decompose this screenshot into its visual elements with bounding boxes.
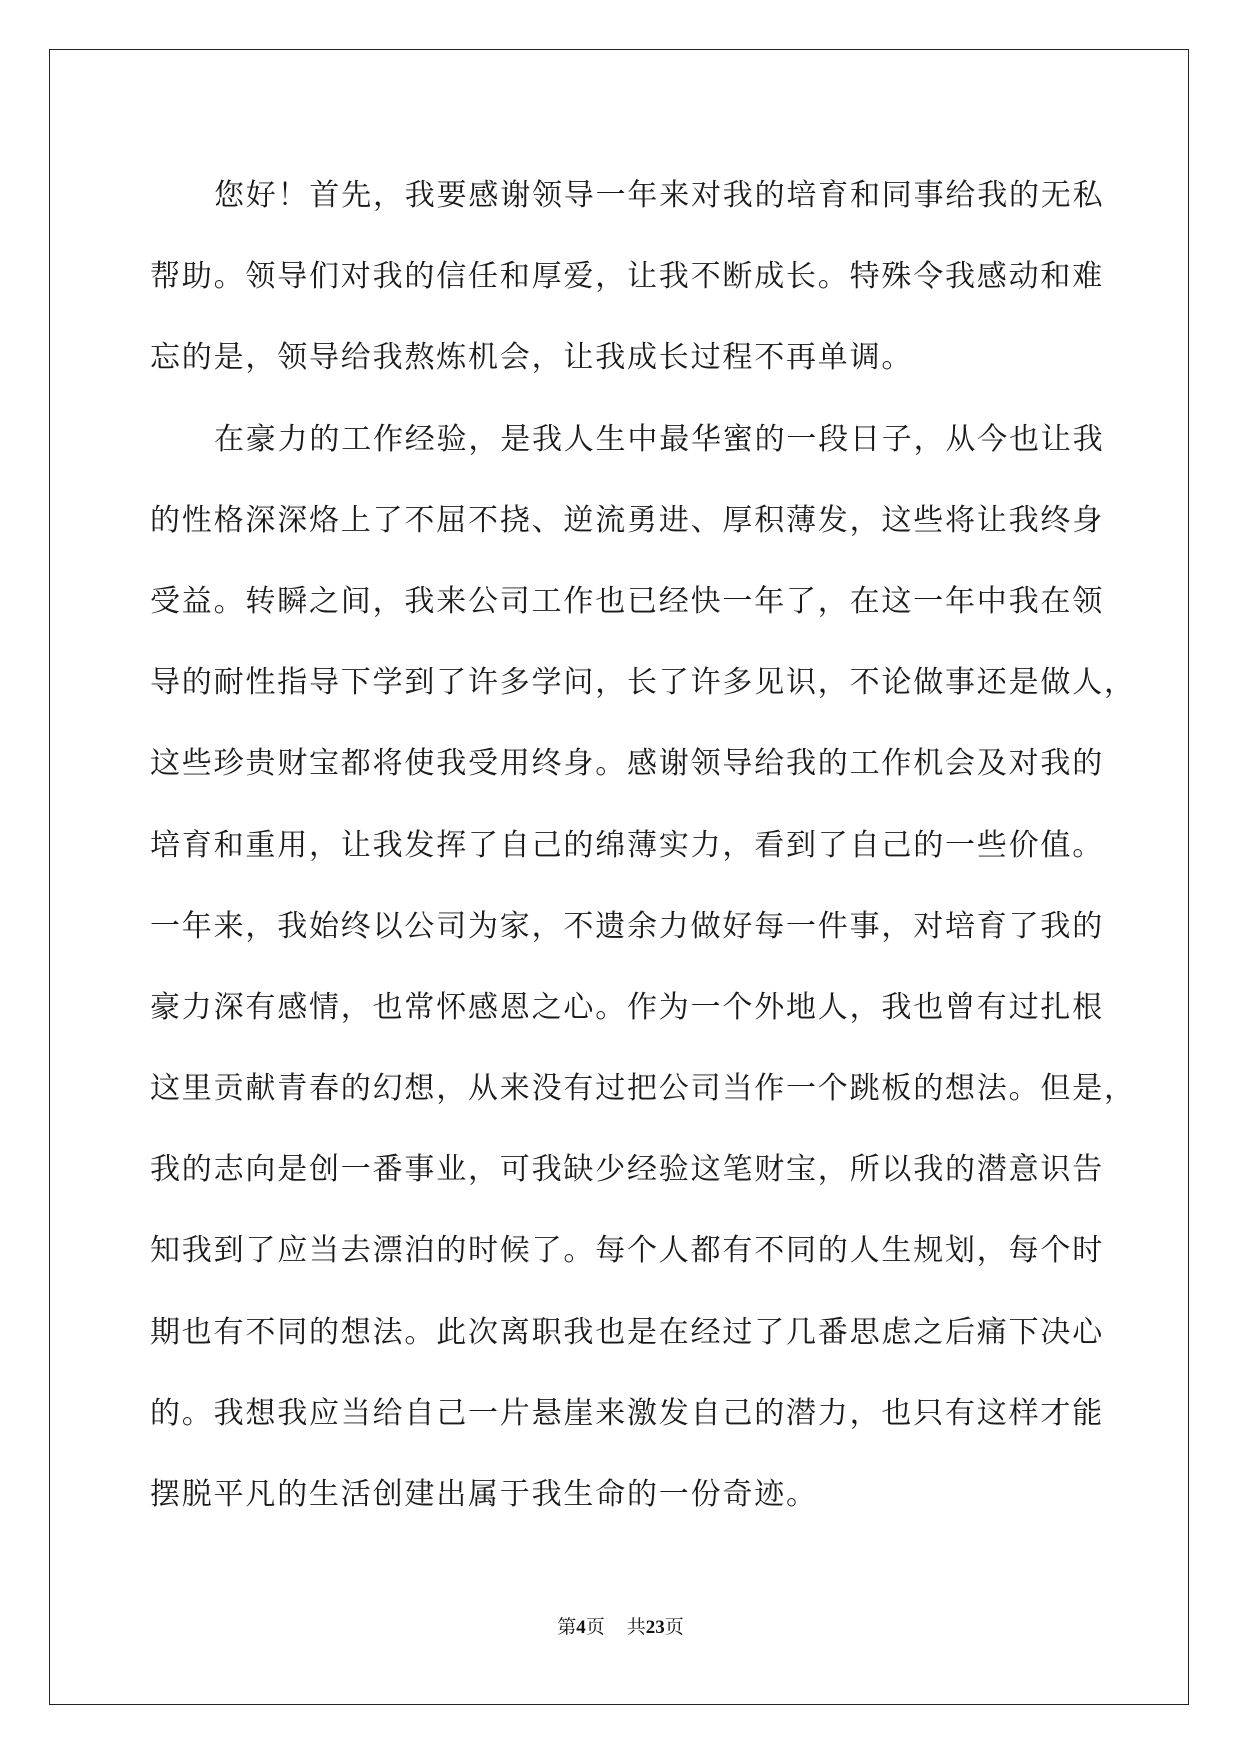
paragraph-line: 在豪力的工作经验，是我人生中最华蜜的一段日子，从今也让我 xyxy=(214,421,1105,457)
page-number: 4 xyxy=(576,1617,586,1638)
document-body xyxy=(150,155,1136,1535)
paragraph-line: 忘的是，领导给我熬炼机会，让我成长过程不再单调。 xyxy=(150,340,914,376)
paragraph-line: 的性格深深烙上了不屈不挠、逆流勇进、厚积薄发，这些将让我终身 xyxy=(150,502,1104,538)
paragraph-line: 帮助。领导们对我的信任和厚爱，让我不断成长。特殊令我感动和难 xyxy=(150,259,1104,295)
page-suffix: 页 xyxy=(585,1617,605,1638)
page-footer xyxy=(0,1612,1241,1639)
paragraph-line: 这里贡献青春的幻想，从来没有过把公司当作一个跳板的想法。但是， xyxy=(150,1071,1136,1107)
paragraph-line: 受益。转瞬之间，我来公司工作也已经快一年了，在这一年中我在领 xyxy=(150,583,1104,619)
paragraph-line: 知我到了应当去漂泊的时候了。每个人都有不同的人生规划，每个时 xyxy=(150,1233,1104,1269)
paragraph-line: 摆脱平凡的生活创建出属于我生命的一份奇迹。 xyxy=(150,1477,818,1512)
paragraph-line: 的。我想我应当给自己一片悬崖来激发自己的潜力，也只有这样才能 xyxy=(150,1395,1104,1431)
paragraph-line: 导的耐性指导下学到了许多学问，长了许多见识，不论做事还是做人， xyxy=(150,665,1136,701)
page-prefix: 第 xyxy=(557,1617,577,1638)
paragraph-line: 豪力深有感情，也常怀感恩之心。作为一个外地人，我也曾有过扎根 xyxy=(150,989,1104,1025)
paragraph-line: 这些珍贵财宝都将使我受用终身。感谢领导给我的工作机会及对我的 xyxy=(150,746,1104,782)
total-suffix: 页 xyxy=(664,1617,684,1638)
total-prefix: 共 xyxy=(626,1617,646,1638)
total-pages: 23 xyxy=(645,1617,665,1638)
paragraph-line: 一年来，我始终以公司为家，不遗余力做好每一件事，对培育了我的 xyxy=(150,908,1104,944)
paragraph-line: 我的志向是创一番事业，可我缺少经验这笔财宝，所以我的潜意识告 xyxy=(150,1152,1104,1188)
paragraph-line: 培育和重用，让我发挥了自己的绵薄实力，看到了自己的一些价值。 xyxy=(150,827,1104,863)
paragraph-line: 您好！首先，我要感谢领导一年来对我的培育和同事给我的无私 xyxy=(214,178,1105,213)
paragraph-line: 期也有不同的想法。此次离职我也是在经过了几番思虑之后痛下决心 xyxy=(150,1314,1104,1350)
